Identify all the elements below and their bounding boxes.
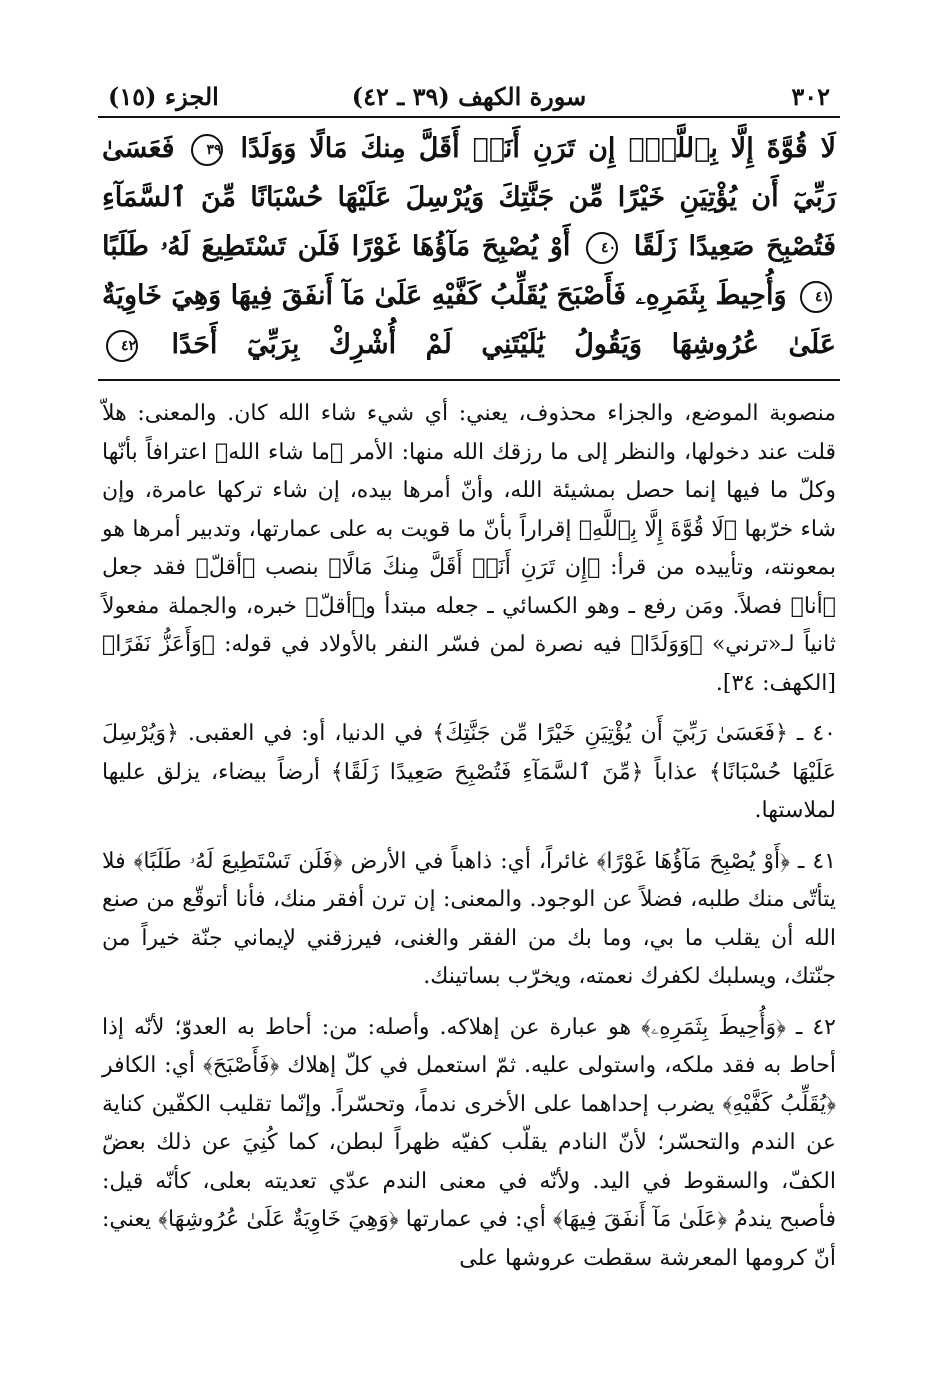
page-header xyxy=(98,72,840,116)
surah-title: سورة الكهف (٣٩ ـ ٤٢) xyxy=(351,82,587,111)
commentary-paragraph: ٤١ ـ ﴿أَوْ يُصْبِحَ مَآؤُهَا غَوْرًا﴾ غائراً، أي: ذاهباً في الأرض ﴿فَلَن تَسْتَطِيعَ لَهُۥ طَلَبًا﴾ فلا يتأتّى منك طلبه، فضلاً عن الوجود. والمعنى: إن ترن أفقر منك، فأنا أتوقّع من صنع الله أن يقلب ما بي، وما بك من الفقر والغنى، فيرزقني لإيماني جنّة خيراً من جنّتك، ويسلبك لكفرك نعمته، ويخرّب بساتينك. xyxy=(102,848,836,989)
ayah-number-marker-icon: ٤١ xyxy=(800,281,832,313)
quran-segment: أَوْ يُصْبِحَ مَآؤُهَا غَوْرًا فَلَن تَسْتَطِيعَ لَهُۥ طَلَبًا xyxy=(102,231,571,262)
quran-divider xyxy=(98,379,840,381)
commentary-paragraph: منصوبة الموضع، والجزاء محذوف، يعني: أي شيء شاء الله كان. والمعنى: هلاّ قلت عند دخولها، والنظر إلى ما رزقك الله منها: الأمر ﴿ما شاء الله﴾ اعترافاً بأنّها وكلّ ما فيها إنما حصل بمشيئة الله، وأنّ أمرها بيده، إن شاء تركها عامرة، وإن شاء خرّبها ﴿لَا قُوَّةَ إِلَّا بِٱللَّهِ﴾ إقراراً بأنّ ما قويت به على عمارتها، وتدبير أمرها هو بمعونته، وتأييده من قرأ: ﴿إِن تَرَنِ أَنَا۠ أَقَلَّ مِنكَ مَالًا﴾ بنصب ﴿أقلّ﴾ فقد جعل ﴿أنا﴾ فصلاً. ومَن رفع ـ وهو الكسائي ـ جعله مبتدأ و﴿أقلّ﴾ خبره، والجملة مفعولاً ثانياً لـ«ترني» ﴿وَوَلَدًا﴾ فيه نصرة لمن فسّر النفر بالأولاد في قوله: ﴿وَأَعَزُّ نَفَرًا﴾ [الكهف: ٣٤]. xyxy=(102,401,836,696)
book-page xyxy=(98,72,840,1290)
ayah-number-marker-icon: ٣٩ xyxy=(191,134,223,166)
quran-text-block xyxy=(102,124,836,369)
page-number: ٣٠٢ xyxy=(791,82,830,111)
commentary-text xyxy=(98,395,840,1278)
commentary-paragraph: ٤٠ ـ ﴿فَعَسَىٰ رَبِّيٓ أَن يُؤْتِيَنِ خَيْرًا مِّن جَنَّتِكَ﴾ في الدنيا، أو: في العقبى. ﴿وَيُرْسِلَ عَلَيْهَا حُسْبَانًا﴾ عذاباً ﴿مِّنَ ٱلسَّمَآءِ فَتُصْبِحَ صَعِيدًا زَلَقًا﴾ أرضاً بيضاء، يزلق عليها لملاستها. xyxy=(102,721,836,823)
juz-label: الجزء (١٥) xyxy=(108,82,219,111)
header-divider xyxy=(98,116,840,118)
commentary-paragraph: ٤٢ ـ ﴿وَأُحِيطَ بِثَمَرِهِۦ﴾ هو عبارة عن إهلاكه. وأصله: من: أحاط به العدوّ؛ لأنّه إذا أحاط به فقد ملكه، واستولى عليه. ثمّ استعمل في كلّ إهلاك ﴿فَأَصْبَحَ﴾ أي: الكافر ﴿يُقَلِّبُ كَفَّيْهِ﴾ يضرب إحداهما على الأخرى ندماً، وتحسّراً. وإنّما تقليب الكفّين كناية عن الندم والتحسّر؛ لأنّ النادم يقلّب كفيّه ظهراً لبطن، كما كُنِيَ عن ذلك بعضّ الكفّ، والسقوط في اليد. ولأنّه في معنى الندم عدّي تعديته بعلى، كأنّه قيل: فأصبح يندمُ ﴿عَلَىٰ مَآ أَنفَقَ فِيهَا﴾ أي: في عمارتها ﴿وَهِيَ خَاوِيَةٌ عَلَىٰ عُرُوشِهَا﴾ يعني: أنّ كرومها المعرشة سقطت عروشها على xyxy=(102,1014,836,1271)
quran-segment: لَا قُوَّةَ إِلَّا بِٱللَّهِۚ إِن تَرَنِ أَنَا۠ أَقَلَّ مِنكَ مَالًا وَوَلَدًا xyxy=(240,133,836,164)
ayah-number-marker-icon: ٤٠ xyxy=(586,232,618,264)
quran-segment: وَأُحِيطَ بِثَمَرِهِۦ فَأَصْبَحَ يُقَلِّبُ كَفَّيْهِ عَلَىٰ مَآ أَنفَقَ فِيهَا وَهِيَ خَاوِيَةٌ عَلَىٰ عُرُوشِهَا وَيَقُولُ يَٰلَيْتَنِي لَمْ أُشْرِكْ بِرَبِّيٓ أَحَدًا xyxy=(102,280,837,360)
ayah-number-marker-icon: ٤٢ xyxy=(106,330,138,362)
quran-segment: فَعَسَىٰ رَبِّيٓ أَن يُؤْتِيَنِ خَيْرًا مِّن جَنَّتِكَ وَيُرْسِلَ عَلَيْهَا حُسْبَانًا مِّنَ ٱلسَّمَآءِ فَتُصْبِحَ صَعِيدًا زَلَقًا xyxy=(102,133,836,262)
